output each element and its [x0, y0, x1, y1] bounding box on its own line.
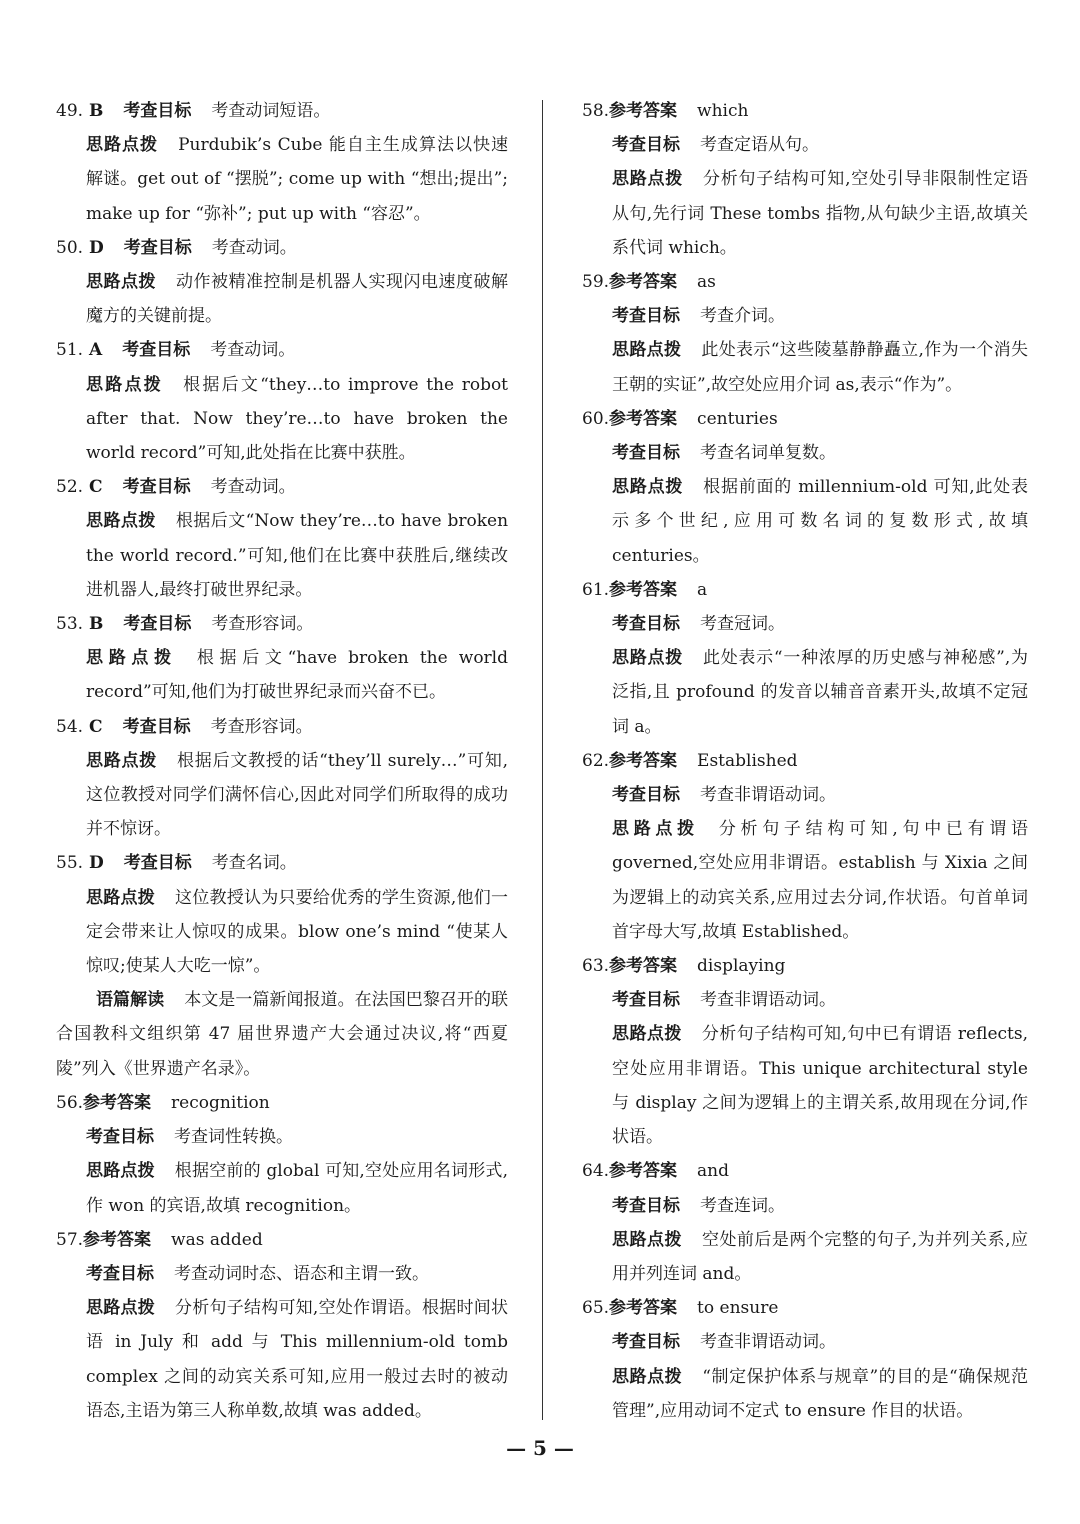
- answer-label: 参考答案: [609, 1298, 678, 1319]
- question-number: 65.: [582, 1298, 610, 1319]
- target-label: 考查目标: [612, 1195, 680, 1216]
- target-text: 考查动词短语。: [211, 101, 331, 121]
- fill-answers-left: [56, 1086, 508, 1428]
- hint-text: 空处前后是两个完整的句子,为并列关系,应用并列连词 and。: [612, 1229, 1029, 1284]
- answer-entry: [56, 470, 508, 607]
- hint-text: 根据后文“Now they’re…to have broken the world record.”可知,他们在比赛中获胜后,继续改进机器人,最终打破世界纪录。: [86, 511, 509, 600]
- target-label: 考查目标: [123, 853, 192, 874]
- target-label: 考查目标: [123, 614, 192, 635]
- target-label: 考查目标: [612, 990, 680, 1011]
- hint-text: 根据后文“they…to improve the robot after that. Now they’re…to have broken the world record”可知,此处指在比赛中获胜。: [86, 374, 509, 464]
- answer-label: 参考答案: [609, 579, 678, 600]
- answer-entry: [582, 265, 1028, 402]
- hint-label: 思路点拨: [612, 340, 682, 361]
- answer-entry: [56, 710, 508, 847]
- answer-choice: C: [89, 477, 103, 498]
- answer-text: centuries: [697, 408, 778, 429]
- answer-text: as: [697, 272, 716, 293]
- question-number: 63.: [582, 956, 610, 977]
- target-label: 考查目标: [612, 1332, 680, 1353]
- answer-entry: [582, 1291, 1028, 1428]
- hint-text: 根据前面的 millennium-old 可知,此处表示多个世纪,应用可数名词的复数形式,故填 centuries。: [612, 477, 1029, 566]
- hint-label: 思路点拨: [86, 887, 155, 908]
- target-label: 考查目标: [612, 785, 680, 806]
- answer-label: 参考答案: [609, 272, 678, 293]
- answer-entry: [582, 573, 1028, 744]
- question-number: 62.: [582, 750, 610, 771]
- hint-label: 思路点拨: [86, 374, 164, 395]
- reading-text: 本文是一篇新闻报道。在法国巴黎召开的联合国教科文组织第 47 届世界遗产大会通过决议,将“西夏陵”列入《世界遗产名录》。: [56, 990, 509, 1079]
- answer-text: which: [697, 101, 749, 121]
- answer-entry: [56, 231, 508, 334]
- answer-text: was added: [171, 1229, 263, 1250]
- hint-label: 思路点拨: [86, 511, 156, 532]
- target-label: 考查目标: [123, 237, 192, 258]
- answer-choice: A: [89, 340, 103, 361]
- target-label: 考查目标: [612, 135, 680, 156]
- answer-text: Established: [697, 750, 798, 771]
- answer-entry: [56, 846, 508, 983]
- target-text: 考查介词。: [700, 306, 785, 327]
- answer-choice: B: [89, 101, 104, 121]
- answer-label: 参考答案: [83, 1092, 152, 1113]
- question-number: 54.: [56, 716, 84, 737]
- answer-entry: [582, 94, 1028, 265]
- target-text: 考查名词单复数。: [700, 443, 836, 464]
- fill-answers-right: [582, 94, 1028, 1428]
- target-label: 考查目标: [86, 1127, 154, 1148]
- question-number: 64.: [582, 1161, 610, 1182]
- question-number: 51.: [56, 340, 84, 361]
- hint-label: 思路点拨: [86, 750, 158, 771]
- answer-label: 参考答案: [609, 101, 678, 121]
- answer-label: 参考答案: [83, 1229, 152, 1250]
- hint-label: 思路点拨: [612, 1024, 682, 1045]
- hint-label: 思路点拨: [86, 648, 177, 669]
- target-text: 考查词性转换。: [174, 1127, 293, 1148]
- question-number: 53.: [56, 614, 84, 635]
- hint-text: 此处表示“这些陵墓静静矗立,作为一个消失王朝的实证”,故空处应用介词 as,表示“作为”。: [612, 340, 1028, 395]
- question-number: 60.: [582, 408, 610, 429]
- answer-choice: B: [89, 614, 104, 635]
- hint-label: 思路点拨: [86, 1161, 155, 1182]
- target-text: 考查非谓语动词。: [700, 1332, 836, 1353]
- target-label: 考查目标: [122, 340, 191, 361]
- target-text: 考查形容词。: [210, 716, 313, 737]
- target-text: 考查动词时态、语态和主谓一致。: [174, 1263, 429, 1284]
- answer-choice: C: [89, 716, 103, 737]
- target-text: 考查名词。: [211, 853, 297, 874]
- answer-choice: D: [89, 237, 104, 258]
- hint-label: 思路点拨: [612, 819, 699, 840]
- question-number: 59.: [582, 272, 610, 293]
- hint-text: 分析句子结构可知,句中已有谓语 reflects,空处应用非谓语。This unique architectural style 与 display 之间为逻辑上的主谓关系,故用现在分词,作状语。: [612, 1024, 1029, 1148]
- hint-text: “制定保护体系与规章”的目的是“确保规范管理”,应用动词不定式 to ensure 作目的状语。: [612, 1366, 1028, 1421]
- hint-label: 思路点拨: [612, 648, 683, 669]
- hint-label: 思路点拨: [86, 272, 156, 293]
- question-number: 57.: [56, 1229, 84, 1250]
- answer-entry: [582, 949, 1028, 1154]
- hint-text: 根据后文教授的话“they’ll surely…”可知,这位教授对同学们满怀信心,因此对同学们所取得的成功并不惊讶。: [86, 750, 508, 840]
- target-label: 考查目标: [612, 614, 680, 635]
- answer-label: 参考答案: [609, 408, 678, 429]
- answer-entry: [582, 744, 1028, 949]
- hint-label: 思路点拨: [86, 135, 159, 156]
- right-column: [582, 94, 1028, 1428]
- answer-text: to ensure: [697, 1298, 779, 1319]
- hint-text: 动作被精准控制是机器人实现闪电速度破解魔方的关键前提。: [86, 272, 508, 327]
- answer-entry: [56, 94, 508, 231]
- answer-text: and: [697, 1161, 730, 1182]
- target-text: 考查动词。: [210, 477, 296, 498]
- page-number: — 5 —: [506, 1436, 574, 1460]
- target-label: 考查目标: [86, 1263, 154, 1284]
- hint-label: 思路点拨: [86, 1298, 155, 1319]
- target-label: 考查目标: [123, 101, 192, 121]
- target-label: 考查目标: [612, 443, 680, 464]
- answer-label: 参考答案: [609, 750, 678, 771]
- reading-label: 语篇解读: [96, 990, 165, 1011]
- answer-text: recognition: [171, 1092, 270, 1113]
- question-number: 55.: [56, 853, 84, 874]
- question-number: 49.: [56, 101, 84, 121]
- question-number: 50.: [56, 237, 84, 258]
- hint-text: Purdubik’s Cube 能自主生成算法以快速解谜。get out of “摆脱”; come up with “想出;提出”; make up for “弥补”; put up with “容忍”。: [86, 135, 508, 224]
- target-text: 考查非谓语动词。: [700, 990, 836, 1011]
- target-text: 考查形容词。: [211, 614, 314, 635]
- answer-entry: [56, 1223, 508, 1428]
- answer-text: displaying: [697, 956, 786, 977]
- answer-label: 参考答案: [609, 1161, 678, 1182]
- answer-entry: [56, 607, 508, 710]
- hint-text: 分析句子结构可知,空处作谓语。根据时间状语 in July 和 add 与 This millennium-old tomb complex 之间的动宾关系可知,应用一般过去时的被动语态,主语为第三人称单数,故填 was added。: [86, 1298, 509, 1421]
- target-text: 考查冠词。: [700, 614, 785, 635]
- column-divider: [542, 100, 543, 1420]
- target-text: 考查动词。: [211, 237, 297, 258]
- target-label: 考查目标: [122, 716, 191, 737]
- target-text: 考查定语从句。: [700, 135, 819, 156]
- question-number: 56.: [56, 1092, 84, 1113]
- hint-label: 思路点拨: [612, 1366, 683, 1387]
- answer-entry: [582, 402, 1028, 573]
- hint-text: 根据后文“have broken the world record”可知,他们为打破世界纪录而兴奋不已。: [86, 648, 509, 703]
- answer-entry: [56, 1086, 508, 1223]
- hint-text: 此处表示“一种浓厚的历史感与神秘感”,为泛指,且 profound 的发音以辅音音素开头,故填不定冠词 a。: [612, 648, 1028, 737]
- target-text: 考查连词。: [700, 1195, 785, 1216]
- question-number: 52.: [56, 477, 84, 498]
- answer-entry: [56, 333, 508, 470]
- hint-label: 思路点拨: [612, 1229, 682, 1250]
- answer-choice: D: [89, 853, 104, 874]
- hint-text: 这位教授认为只要给优秀的学生资源,他们一定会带来让人惊叹的成果。blow one’s mind “使某人惊叹;使某人大吃一惊”。: [86, 887, 509, 977]
- choice-answers: [56, 94, 508, 983]
- answer-entry: [582, 1154, 1028, 1291]
- hint-label: 思路点拨: [612, 477, 684, 498]
- answer-text: a: [697, 579, 708, 600]
- question-number: 58.: [582, 101, 610, 121]
- target-label: 考查目标: [122, 477, 191, 498]
- target-text: 考查非谓语动词。: [700, 785, 836, 806]
- question-number: 61.: [582, 579, 610, 600]
- hint-text: 根据空前的 global 可知,空处应用名词形式,作 won 的宾语,故填 recognition。: [86, 1161, 508, 1216]
- hint-text: 分析句子结构可知,句中已有谓语 governed,空处应用非谓语。establish 与 Xixia 之间为逻辑上的动宾关系,应用过去分词,作状语。句首单词首字母大写,故填 Established。: [612, 819, 1029, 942]
- target-label: 考查目标: [612, 306, 680, 327]
- hint-label: 思路点拨: [612, 169, 684, 190]
- answer-label: 参考答案: [609, 956, 678, 977]
- target-text: 考查动词。: [210, 340, 296, 361]
- reading-summary: [56, 983, 508, 1086]
- hint-text: 分析句子结构可知,空处引导非限制性定语从句,先行词 These tombs 指物,从句缺少主语,故填关系代词 which。: [612, 169, 1029, 258]
- left-column: [56, 94, 508, 1428]
